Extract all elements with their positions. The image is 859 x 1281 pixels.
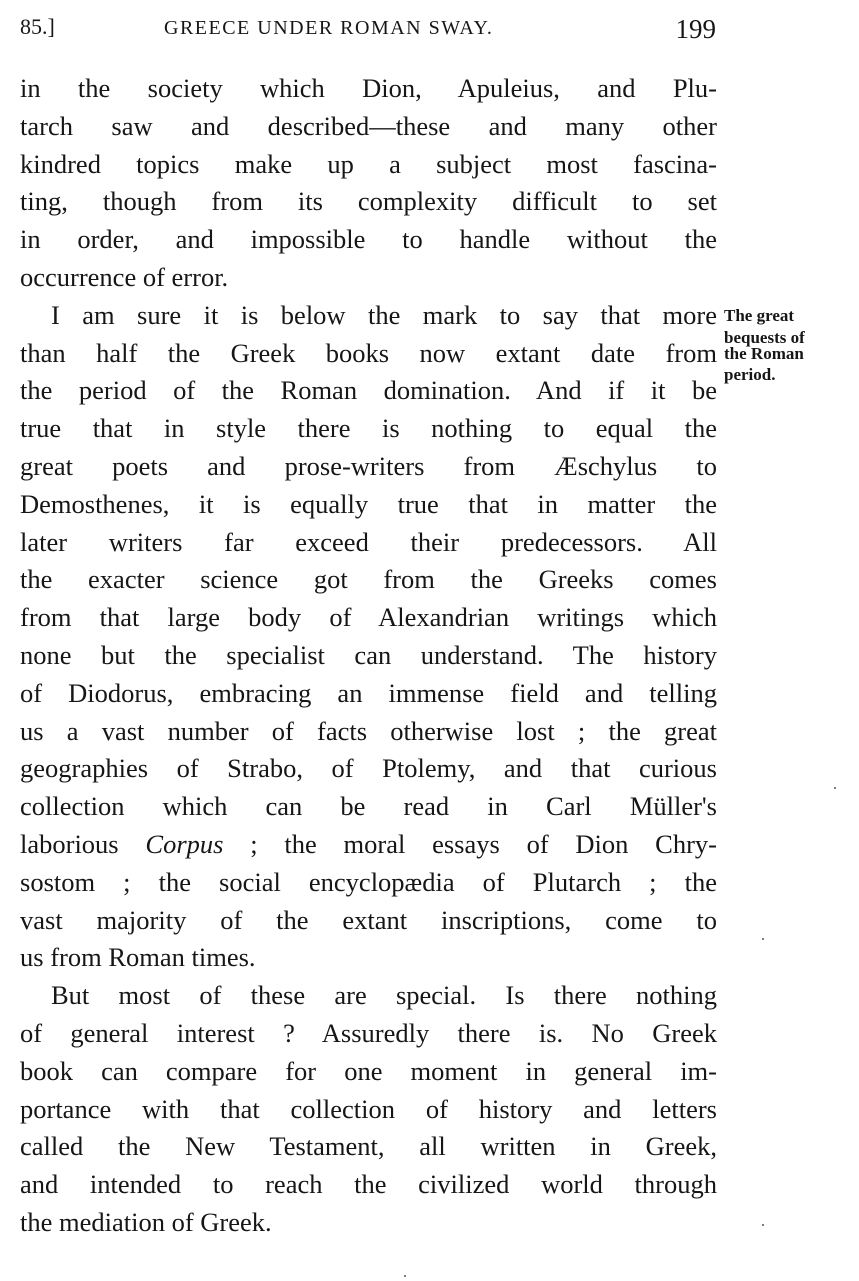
text-line: great poets and prose-writers from Æschylus to	[20, 450, 717, 481]
text-line: in the society which Dion, Apuleius, and Plu-	[20, 73, 717, 103]
margin-note-line: period.	[724, 365, 776, 384]
running-title: GREECE UNDER ROMAN SWAY.	[164, 17, 494, 39]
text-line: us from Roman times.	[20, 942, 256, 973]
print-speck	[762, 1224, 764, 1226]
text-line: and intended to reach the civilized world through	[20, 1169, 717, 1200]
margin-note-line: bequests of	[724, 328, 805, 347]
margin-note-line: The great	[724, 306, 795, 325]
text-line: called the New Testament, all written in Greek,	[20, 1131, 717, 1162]
text-line: geographies of Strabo, of Ptolemy, and that curious	[20, 753, 717, 784]
text-line: none but the specialist can understand. The history	[20, 639, 717, 670]
margin-note-line: the Roman	[724, 344, 804, 363]
text-segment: ; the moral essays of Dion Chry-	[223, 828, 718, 859]
text-line: occurrence of error.	[20, 261, 229, 292]
text-line: of Diodorus, embracing an immense field and telling	[20, 677, 717, 708]
text-line: in order, and impossible to handle without the	[20, 224, 717, 255]
italic-title: Corpus	[145, 828, 224, 859]
print-speck	[404, 1275, 406, 1277]
text-line: tarch saw and described—these and many other	[20, 110, 717, 141]
text-line: true that in style there is nothing to equal the	[20, 413, 717, 444]
text-line: sostom ; the social encyclopædia of Plutarch ; the	[20, 866, 717, 897]
section-number: 85.]	[20, 14, 55, 39]
text-line: the mediation of Greek.	[20, 1206, 272, 1237]
text-line: book can compare for one moment in general im-	[20, 1055, 717, 1086]
text-line: portance with that collection of history and letters	[20, 1093, 717, 1124]
text-line: later writers far exceed their predecessors. All	[20, 526, 717, 557]
text-line: the exacter science got from the Greeks comes	[20, 564, 717, 595]
paragraph-start-line: I am sure it is below the mark to say that more	[51, 299, 717, 330]
print-speck	[834, 787, 836, 789]
text-line: vast majority of the extant inscriptions, come to	[20, 904, 717, 935]
text-line: us a vast number of facts otherwise lost ; the great	[20, 715, 717, 746]
text-line: the period of the Roman domination. And if it be	[20, 375, 717, 406]
text-line: of general interest ? Assuredly there is. No Greek	[20, 1017, 717, 1048]
body-text	[20, 70, 717, 1242]
margin-note	[724, 308, 848, 383]
paragraph-start-line: But most of these are special. Is there nothing	[51, 980, 717, 1011]
print-speck	[762, 938, 764, 940]
text-line: Demosthenes, it is equally true that in matter the	[20, 488, 717, 519]
text-line: kindred topics make up a subject most fascina-	[20, 148, 717, 179]
text-line: collection which can be read in Carl Müller's	[20, 791, 717, 822]
page-header	[20, 14, 720, 50]
text-segment: laborious	[20, 828, 119, 859]
text-line: ting, though from its complexity difficult to set	[20, 186, 717, 217]
text-line: than half the Greek books now extant date from	[20, 337, 717, 368]
text-line: from that large body of Alexandrian writings which	[20, 602, 717, 633]
page-number: 199	[675, 14, 716, 44]
text-line	[20, 826, 717, 864]
